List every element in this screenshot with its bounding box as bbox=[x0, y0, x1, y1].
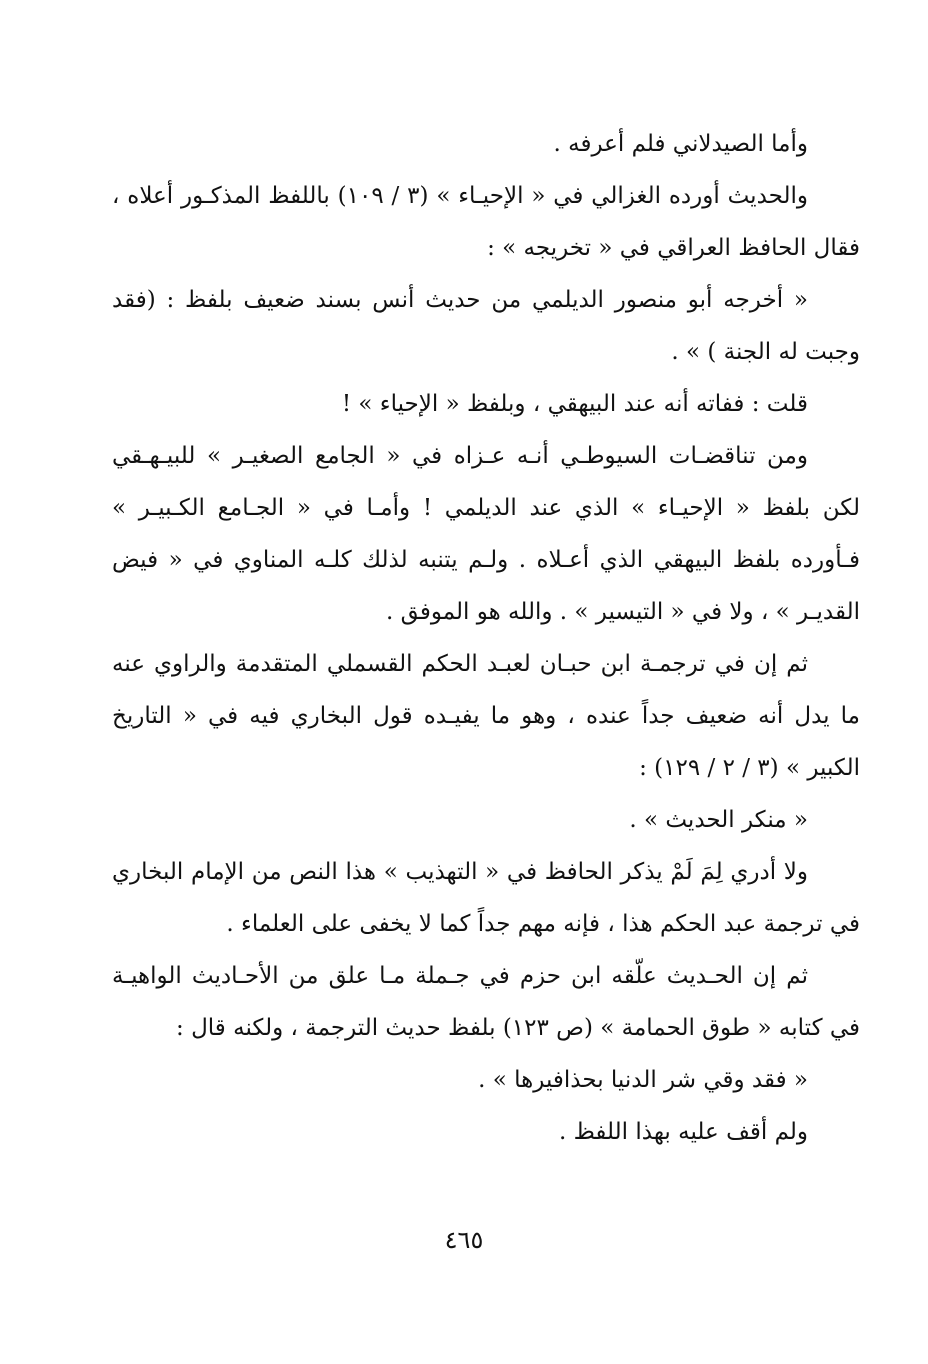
paragraph-6: ثم إن في ترجمـة ابن حبـان لعبـد الحكم القسملي المتقدمة والراوي عنه ما يدل أنه ضعيف جداً عنده ، وهو ما يفيـده قول البخاري فيه في « التاريخ الكبير » (٣ / ٢ / ١٢٩) : bbox=[112, 651, 860, 781]
paragraph-2: والحديث أورده الغزالي في « الإحيـاء » (٣ / ١٠٩) باللفظ المذكـور أعلاه ، فقال الحافظ العراقي في « تخريجه » : bbox=[112, 183, 860, 261]
body-text bbox=[112, 118, 860, 1158]
paragraph-4: قلت : ففاته أنه عند البيهقي ، وبلفظ « الإحياء » ! bbox=[341, 391, 808, 417]
paragraph-1: وأما الصيدلاني فلم أعرفه . bbox=[553, 131, 808, 157]
paragraph-11: ولم أقف عليه بهذا اللفظ . bbox=[558, 1119, 808, 1145]
paragraph-8: ولا أدري لِمَ لَمْ يذكر الحافظ في « التهذيب » هذا النص من الإمام البخاري في ترجمة عبد الحكم هذا ، فإنه مهم جداً كما لا يخفى على العلماء . bbox=[112, 859, 860, 937]
paragraph-5: ومن تناقضـات السيوطـي أنـه عـزاه في « الجامع الصغيـر » للبيـهـقي لكن بلفظ « الإحيـاء » الذي عند الديلمي ! وأمـا في « الجـامع الكـبيـر » فـأورده بلفظ البيهقي الذي أعـلاه . ولـم يتنبه لذلك كلـه المناوي في « فيض القديـر » ، ولا في « التيسير » . والله هو الموفق . bbox=[112, 443, 860, 625]
page-number: ٤٦٥ bbox=[444, 1226, 484, 1254]
paragraph-9: ثم إن الحـديث علّقه ابن حزم في جـملة مـا علق من الأحـاديث الواهيـة في كتابه « طوق الحمامة » (ص ١٢٣) بلفظ حديث الترجمة ، ولكنه قال : bbox=[112, 963, 860, 1041]
paragraph-10: « فقد وقي شر الدنيا بحذافيرها » . bbox=[478, 1067, 808, 1093]
paragraph-3: « أخرجه أبو منصور الديلمي من حديث أنس بسند ضعيف بلفظ : (فقد وجبت له الجنة ) » . bbox=[112, 287, 860, 365]
paragraph-7: « منكر الحديث » . bbox=[629, 807, 808, 833]
